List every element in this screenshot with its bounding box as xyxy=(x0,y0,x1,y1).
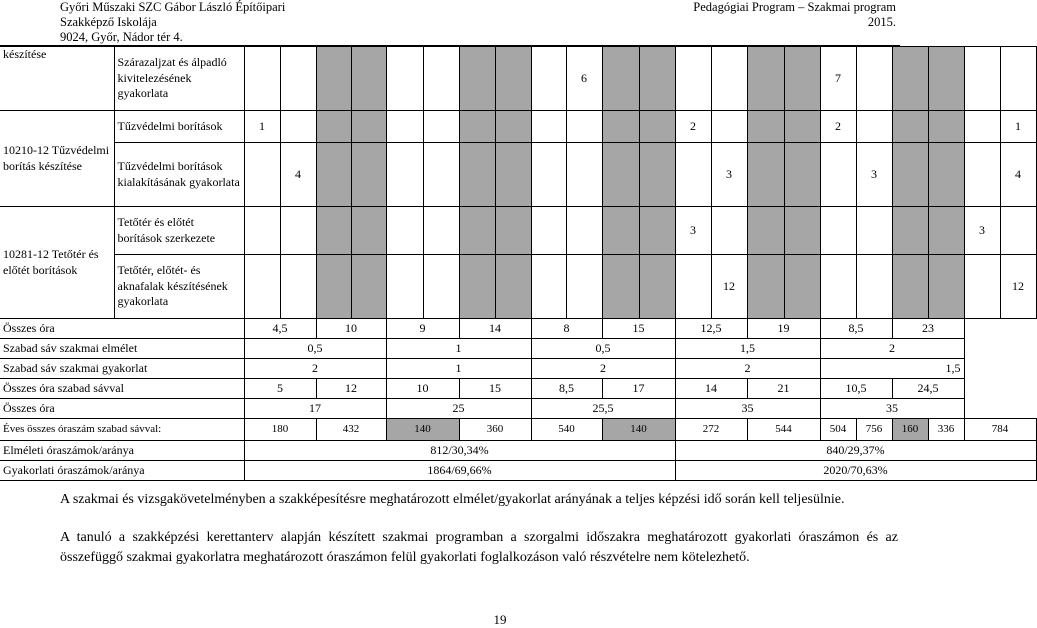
value-cell: 23 xyxy=(892,319,964,339)
document-title: Pedagógiai Program – Szakmai program xyxy=(693,0,896,14)
value-cell: 2 xyxy=(675,111,711,143)
table-row xyxy=(0,207,1036,255)
value-cell: 25,5 xyxy=(531,399,675,419)
value-cell: 21 xyxy=(747,379,820,399)
value-cell: 2 xyxy=(820,339,964,359)
value-cell: 180 xyxy=(244,419,316,441)
value-cell: 1,5 xyxy=(820,359,964,379)
value-cell: 35 xyxy=(675,399,820,419)
paragraph-attendance-note: A tanuló a szakképzési kerettanterv alapján készített szakmai programban a szorgalmi időszakra meghatározott gyakorlati óraszámon és az összefüggő szakmai gyakorlatra meghatározott óraszámon felül gyakorlati foglalkozáson való részvételre nem kötelezhető. xyxy=(60,530,898,565)
value-cell: 10 xyxy=(386,379,459,399)
table-row xyxy=(0,359,1036,379)
value-cell: 840/29,37% xyxy=(675,441,1036,461)
table-row xyxy=(0,47,1036,111)
value-cell: 2 xyxy=(820,111,856,143)
value-cell: 2 xyxy=(531,359,675,379)
value-cell: 7 xyxy=(820,47,856,111)
value-cell: 24,5 xyxy=(892,379,964,399)
value-cell: 19 xyxy=(747,319,820,339)
subject-cell: Tűzvédelmi borítások kialakításának gyakorlata xyxy=(114,143,244,207)
value-cell: 8 xyxy=(531,319,602,339)
value-cell: 1 xyxy=(1000,111,1036,143)
value-cell: 504 xyxy=(820,419,856,441)
document-year: 2015. xyxy=(867,15,896,29)
subject-cell: Tetőtér, előtét- és aknafalak készítésének gyakorlata xyxy=(114,255,244,319)
value-cell: 1,5 xyxy=(675,339,820,359)
table-row xyxy=(0,319,1036,339)
value-cell: 360 xyxy=(459,419,531,441)
value-cell: 2020/70,63% xyxy=(675,461,1036,481)
subject-cell: Tetőtér és előtét borítások szerkezete xyxy=(114,207,244,255)
table-row xyxy=(0,339,1036,359)
table-row xyxy=(0,143,1036,207)
header-right xyxy=(693,0,896,30)
row-label: Elméleti óraszámok/aránya xyxy=(0,441,244,461)
school-name-line1: Győri Műszaki SZC Gábor László Építőipari xyxy=(60,0,286,14)
value-cell: 1864/69,66% xyxy=(244,461,675,481)
table-row xyxy=(0,379,1036,399)
table-row xyxy=(0,255,1036,319)
value-cell: 160 xyxy=(892,419,928,441)
value-cell: 0,5 xyxy=(531,339,675,359)
curriculum-table-wrapper xyxy=(0,46,1024,481)
value-cell: 12 xyxy=(316,379,386,399)
value-cell: 8,5 xyxy=(531,379,602,399)
row-label: Összes óra xyxy=(0,399,244,419)
value-cell: 14 xyxy=(459,319,531,339)
paragraph-ratio-note: A szakmai és vizsgakövetelményben a szakképesítésre meghatározott elmélet/gyakorlat arányának a teljes képzési idő során kell teljesülnie. xyxy=(60,492,845,507)
value-cell: 9 xyxy=(386,319,459,339)
value-cell: 25 xyxy=(386,399,531,419)
subject-cell: Szárazaljzat és álpadló kivitelezésének gyakorlata xyxy=(114,47,244,111)
value-cell: 5 xyxy=(244,379,316,399)
value-cell: 4 xyxy=(280,143,316,207)
value-cell: 540 xyxy=(531,419,602,441)
value-cell: 3 xyxy=(856,143,892,207)
value-cell: 0,5 xyxy=(244,339,386,359)
value-cell: 812/30,34% xyxy=(244,441,675,461)
value-cell: 1 xyxy=(244,111,280,143)
value-cell: 15 xyxy=(602,319,675,339)
value-cell: 3 xyxy=(964,207,1000,255)
value-cell: 756 xyxy=(856,419,892,441)
school-address: 9024, Győr, Nádor tér 4. xyxy=(60,30,183,44)
subject-cell: Tűzvédelmi borítások xyxy=(114,111,244,143)
module-code-cell: 10210-12 Tűzvédelmi borítás készítése xyxy=(0,111,114,207)
module-code-cell: 10281-12 Tetőtér és előtét borítások xyxy=(0,207,114,319)
value-cell: 784 xyxy=(964,419,1036,441)
table-row xyxy=(0,461,1036,481)
value-cell: 12,5 xyxy=(675,319,747,339)
value-cell: 17 xyxy=(244,399,386,419)
value-cell: 2 xyxy=(675,359,820,379)
value-cell: 12 xyxy=(711,255,747,319)
curriculum-table xyxy=(0,46,1037,481)
page-number: 19 xyxy=(493,612,507,627)
value-cell: 3 xyxy=(675,207,711,255)
value-cell: 10 xyxy=(316,319,386,339)
value-cell: 12 xyxy=(1000,255,1036,319)
table-row xyxy=(0,399,1036,419)
row-label: Szabad sáv szakmai gyakorlat xyxy=(0,359,244,379)
value-cell: 17 xyxy=(602,379,675,399)
value-cell: 10,5 xyxy=(820,379,892,399)
value-cell: 3 xyxy=(711,143,747,207)
value-cell: 544 xyxy=(747,419,820,441)
value-cell: 4,5 xyxy=(244,319,316,339)
school-name-line2: Szakképző Iskolája xyxy=(60,15,157,29)
header-left xyxy=(60,0,285,45)
row-label: Szabad sáv szakmai elmélet xyxy=(0,339,244,359)
value-cell: 4 xyxy=(1000,143,1036,207)
value-cell: 15 xyxy=(459,379,531,399)
value-cell: 35 xyxy=(820,399,964,419)
value-cell: 272 xyxy=(675,419,747,441)
row-label: Éves összes óraszám szabad sávval: xyxy=(0,419,244,441)
value-cell: 336 xyxy=(928,419,964,441)
table-row xyxy=(0,111,1036,143)
value-cell: 14 xyxy=(675,379,747,399)
row-label: Gyakorlati óraszámok/aránya xyxy=(0,461,244,481)
table-row xyxy=(0,441,1036,461)
value-cell: 6 xyxy=(566,47,602,111)
value-cell: 140 xyxy=(386,419,459,441)
value-cell: 140 xyxy=(602,419,675,441)
value-cell: 2 xyxy=(244,359,386,379)
value-cell: 432 xyxy=(316,419,386,441)
value-cell: 1 xyxy=(386,339,531,359)
row-label: Összes óra xyxy=(0,319,244,339)
value-cell: 1 xyxy=(386,359,531,379)
table-row xyxy=(0,419,1036,441)
value-cell: 8,5 xyxy=(820,319,892,339)
row-label: Összes óra szabad sávval xyxy=(0,379,244,399)
module-name-cell: készítése xyxy=(0,47,114,111)
